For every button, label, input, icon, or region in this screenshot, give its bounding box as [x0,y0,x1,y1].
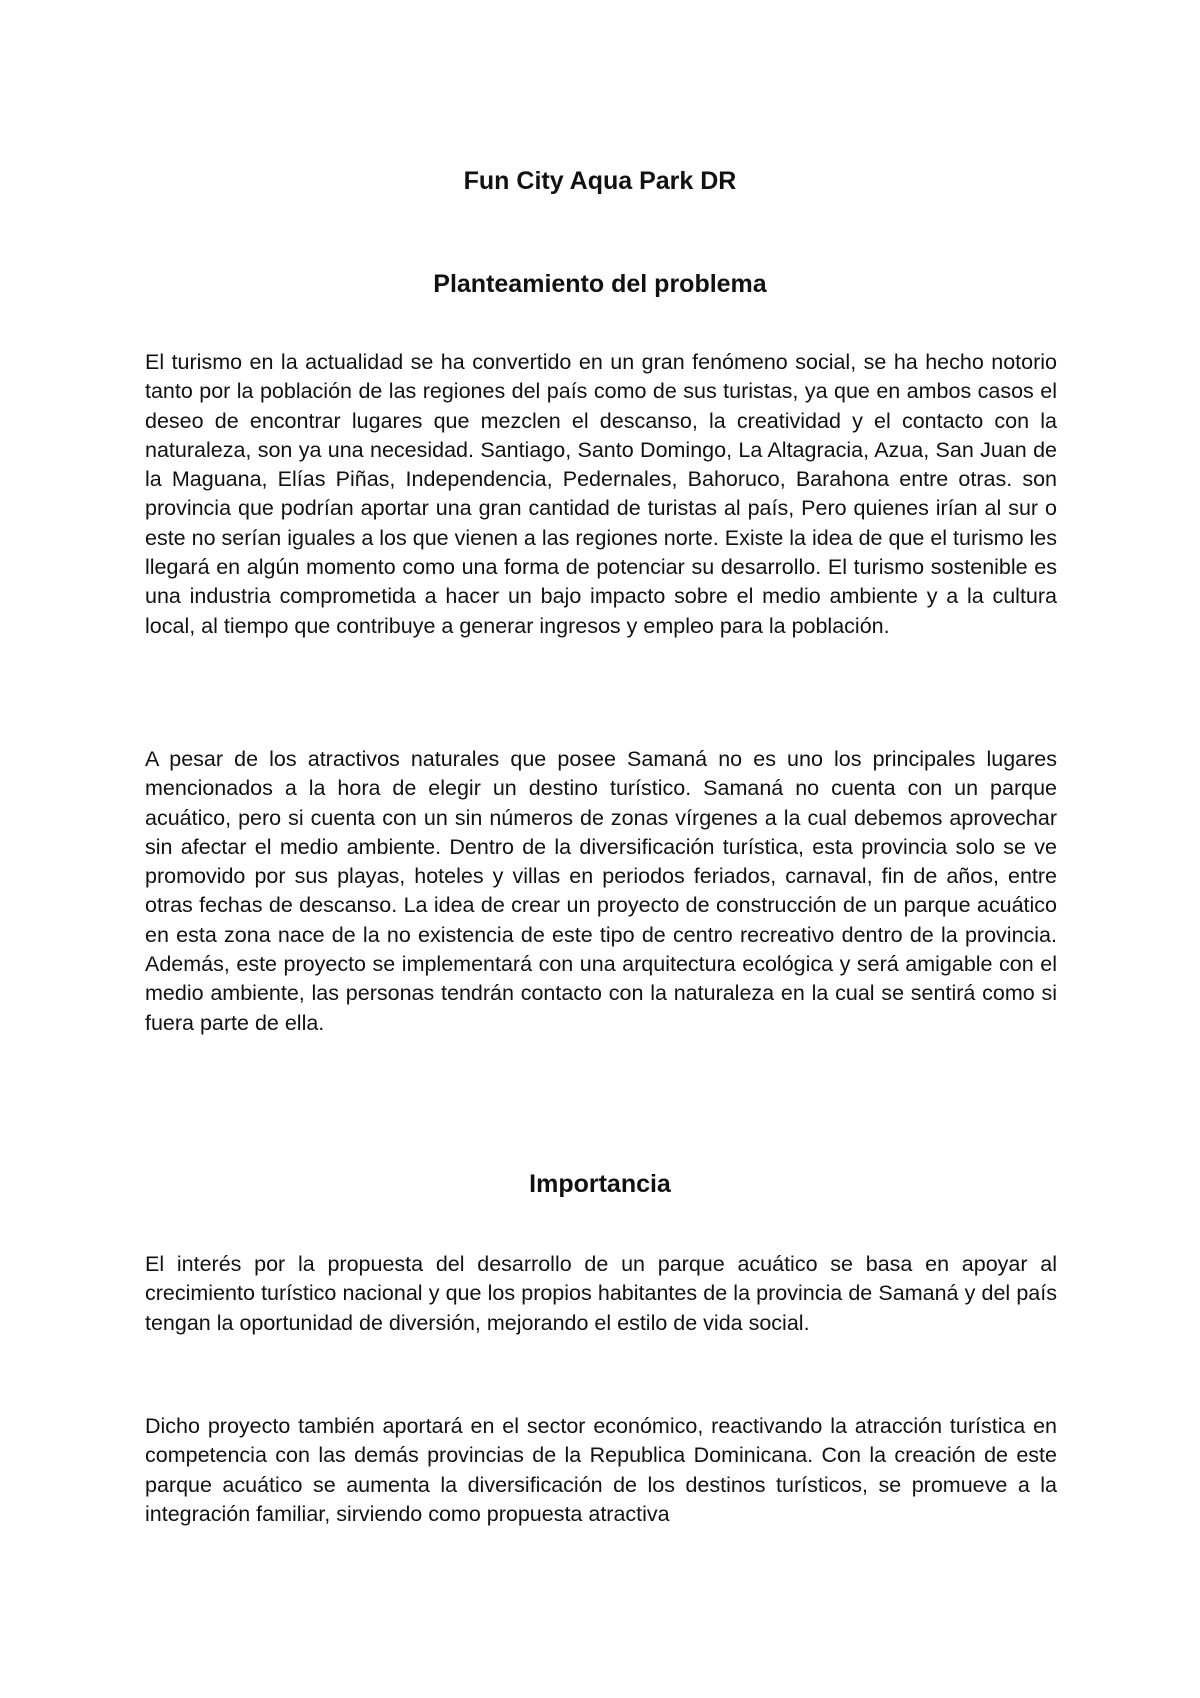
paragraph-importancia-2: Dicho proyecto también aportará en el sector económico, reactivando la atracción turística en competencia con las demás provincias de la Republica Dominicana. Con la creación de este parque acuático se aumenta la diversificación de los destinos turísticos, se promueve a la integración familiar, sirviendo como propuesta atractiva [145,1414,1057,1526]
section-heading-importancia: Importancia [529,1170,671,1198]
paragraph-planteamiento-1: El turismo en la actualidad se ha convertido en un gran fenómeno social, se ha hecho notorio tanto por la población de las regiones del país como de sus turistas, ya que en ambos casos el deseo de encontrar lugares que mezclen el descanso, la creatividad y el contacto con la naturaleza, son ya una necesidad. Santiago, Santo Domingo, La Altagracia, Azua, San Juan de la Maguana, Elías Piñas, Independencia, Pedernales, Bahoruco, Barahona entre otras. son provincia que podrían aportar una gran cantidad de turistas al país, Pero quienes irían al sur o este no serían iguales a los que vienen a las regiones norte. Existe la idea de que el turismo les llegará en algún momento como una forma de potenciar su desarrollo. El turismo sostenible es una industria comprometida a hacer un bajo impacto sobre el medio ambiente y a la cultura local, al tiempo que contribuye a generar ingresos y empleo para la población. [145,350,1057,638]
paragraph-importancia-1: El interés por la propuesta del desarrollo de un parque acuático se basa en apoyar al crecimiento turístico nacional y que los propios habitantes de la provincia de Samaná y del país tengan la oportunidad de diversión, mejorando el estilo de vida social. [145,1252,1057,1335]
paragraph-planteamiento-2: A pesar de los atractivos naturales que posee Samaná no es uno los principales lugares mencionados a la hora de elegir un destino turístico. Samaná no cuenta con un parque acuático, pero si cuenta con un sin números de zonas vírgenes a la cual debemos aprovechar sin afectar el medio ambiente. Dentro de la diversificación turística, esta provincia solo se ve promovido por sus playas, hoteles y villas en periodos feriados, carnaval, fin de años, entre otras fechas de descanso. La idea de crear un proyecto de construcción de un parque acuático en esta zona nace de la no existencia de este tipo de centro recreativo dentro de la provincia. Además, este proyecto se implementará con una arquitectura ecológica y será amigable con el medio ambiente, las personas tendrán contacto con la naturaleza en la cual se sentirá como si fuera parte de ella. [145,747,1057,1035]
section-heading-planteamiento: Planteamiento del problema [433,270,767,298]
document-title: Fun City Aqua Park DR [463,167,737,195]
